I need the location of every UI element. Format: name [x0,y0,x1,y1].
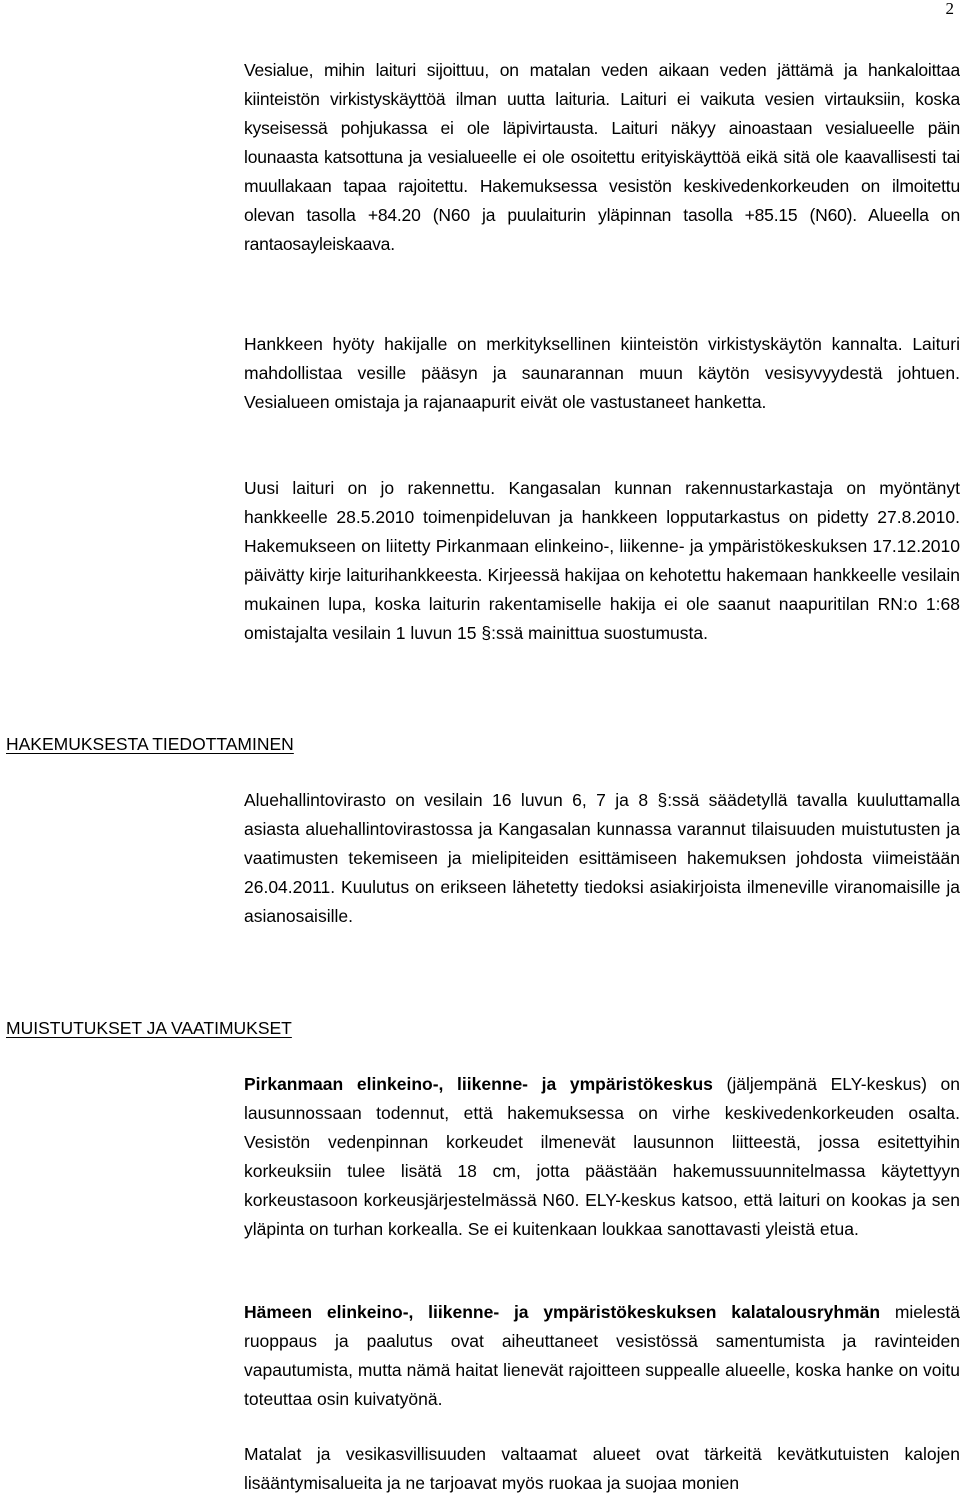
paragraph-pier-location: Vesialue, mihin laituri sijoittuu, on matalan veden aikaan veden jättämä ja hankaloittaa kiinteistön virkistyskäyttöä ilman uutta laituria. Laituri ei vaikuta vesien virtauksiin, koska kyseisessä pohjukassa ei ole läpivirtausta. Laituri näkyy ainoastaan vesialueelle päin lounaasta katsottuna ja vesialueelle ei ole osoitettu erityiskäyttöä eikä sitä ole kaavallisesti tai muullakaan tapaa rajoitettu. Hakemuksessa vesistön keskivedenkorkeuden on ilmoitettu olevan tasolla +84.20 (N60 ja puulaiturin yläpinnan tasolla +85.15 (N60). Alueella on rantaosayleiskaava. [244,60,960,254]
fisheries-statement-text: mielestä ruoppaus ja paalutus ovat aiheuttaneet vesistössä samentumista ja ravinteiden vapautumista, mutta nämä haitat lienevät rajoitteen suppealle alueelle, koska hanke on voitu toteuttaa osin kuivatyönä. [244,1302,960,1409]
section-heading-notification: HAKEMUKSESTA TIEDOTTAMINEN [6,734,294,754]
ely-statement-text: (jäljempänä ELY-keskus) on lausunnossaan todennut, että hakemuksessa on virhe keskivedenkorkeuden osalta. Vesistön vedenpinnan korkeudet ilmenevät lausunnon liitteestä, jossa esitettyihin korkeuksiin tulee lisätä 18 cm, jotta päästään hakemussuunnitelmassa käytettyyn korkeustasoon korkeusjärjestelmässä N60. ELY-keskus katsoo, että laituri on kookas ja sen yläpinta on turhan korkealla. Se ei kuitenkaan loukkaa sanottavasti yleistä etua. [244,1074,960,1239]
section-heading-objections: MUISTUTUKSET JA VAATIMUKSET [6,1018,292,1038]
paragraph-shallow-areas: Matalat ja vesikasvillisuuden valtaamat alueet ovat tärkeitä kevätkutuisten kalojen lisääntymisalueita ja ne tarjoavat myös ruokaa ja suojaa monien [244,1444,960,1493]
page-number: 2 [945,0,954,18]
fisheries-group-name: Hämeen elinkeino-, liikenne- ja ympäristökeskuksen kalatalousryhmän [244,1302,881,1322]
paragraph-notification: Aluehallintovirasto on vesilain 16 luvun 6, 7 ja 8 §:ssä säädetyllä tavalla kuuluttamalla asiasta aluehallintovirastossa ja Kangasalan kunnassa varannut tilaisuuden muistutusten ja vaatimusten tekemiseen ja mielipiteiden esittämiseen hakemuksen johdosta viimeistään 26.04.2011. Kuulutus on erikseen lähetetty tiedoksi asiakirjoista ilmeneville viranomaisille ja asianosaisille. [244,790,960,926]
paragraph-project-benefit: Hankkeen hyöty hakijalle on merkityksellinen kiinteistön virkistyskäytön kannalta. Laituri mahdollistaa vesille pääsyn ja saunarannan muun käytön vesisyvyydestä johtuen. Vesialueen omistaja ja rajanaapurit eivät ole vastustaneet hanketta. [244,334,960,412]
ely-centre-name: Pirkanmaan elinkeino-, liikenne- ja ympäristökeskus [244,1074,713,1094]
paragraph-ely-statement [244,1070,960,1244]
paragraph-construction-status: Uusi laituri on jo rakennettu. Kangasalan kunnan rakennustarkastaja on myöntänyt hankkeelle 28.5.2010 toimenpideluvan ja hankkeen lopputarkastus on pidetty 27.8.2010. Hakemukseen on liitetty Pirkanmaan elinkeino-, liikenne- ja ympäristökeskuksen 17.12.2010 päivätty kirje laiturihankkeesta. Kirjeessä hakijaa on kehotettu hakemaan hankkeelle vesilain mukainen lupa, koska laiturin rakentamiselle hakija ei ole saanut naapuritilan RN:o 1:68 omistajalta vesilain 1 luvun 15 §:ssä mainittua suostumusta. [244,478,960,643]
paragraph-fisheries-statement [244,1298,960,1414]
